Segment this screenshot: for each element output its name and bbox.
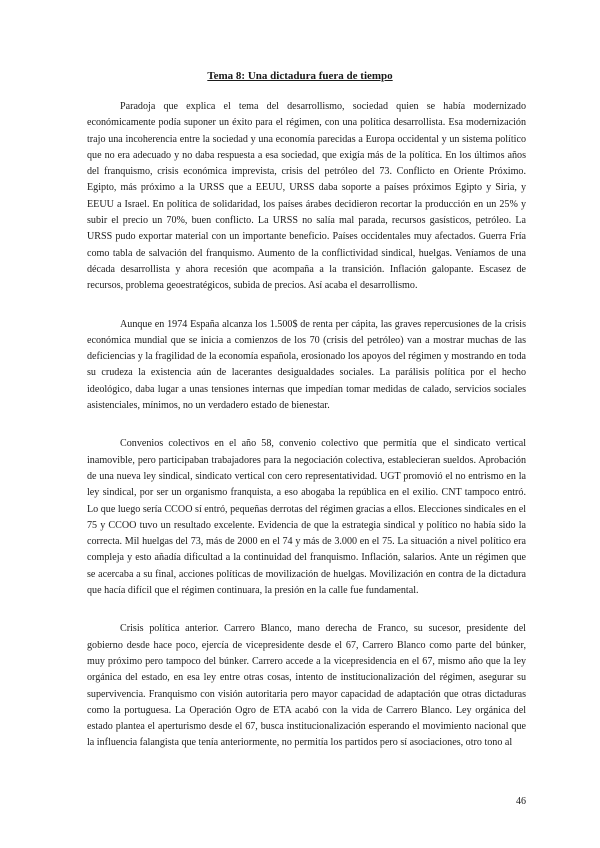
document-title: Tema 8: Una dictadura fuera de tiempo [207, 70, 393, 82]
paragraph-crisis-economica: Aunque en 1974 España alcanza los 1.500$ de renta per cápita, las graves repercusiones de la crisis económica mundial que se inicia a comienzos de los 70 (crisis del petróleo) van a mostrar muchas de las deficiencias y la fragilidad de la economía española, erosionado los apoyos del régimen y mostrando en toda su crudeza la existencia aún de lacerantes desigualdades sociales. La parálisis política por el hecho ideológico, daba lugar a unas tensiones internas que impedían tomar medidas de calado, servicios sociales asistenciales, mínimos, no un verdadero estado de bienestar. [87, 318, 526, 412]
document-body [87, 99, 526, 774]
paragraph-crisis-politica: Crisis política anterior. Carrero Blanco, mano derecha de Franco, su sucesor, presidente del gobierno desde hace poco, ejercía de vicepresidente desde el 67, Carrero Blanco como parte del búnker, muy próximo pero tampoco del búnker. Carrero accede a la vicepresidencia en el 67, mismo año que la ley orgánica del estado, en esa ley entre otras cosas, intento de institucionalización del régimen, asegurar su supervivencia. Franquismo con visión autoritaria pero mayor capacidad de adaptación que otras dictaduras como la portuguesa. La Operación Ogro de ETA acabó con la vida de Carrero Blanco. Ley orgánica del estado plantea el aperturismo desde el 67, busca institucionalización esperando el movimiento nacional que la influencia falangista que tenía anteriormente, no permitía los partidos pero sí asociaciones, otro tono al [87, 623, 526, 749]
paragraph-convenios-colectivos: Convenios colectivos en el año 58, convenio colectivo que permitía que el sindicato vertical inamovible, pero participaban trabajadores para la negociación colectiva, establecieran sueldos. Aprobación de una nueva ley sindical, sindicato vertical con cero representatividad. UGT promovió el no entrismo en la ley sindical, por ser un organismo franquista, a eso abogaba la república en el exilio. CNT tampoco entró. Lo que luego sería CCOO sí entró, pequeñas derrotas del régimen gracias a ellos. Elecciones sindicales en el 75 y CCOO tuvo un resultado excelente. Evidencia de que la estrategia sindical y político no había sido la correcta. Mil huelgas del 73, más de 2000 en el 74 y más de 3.000 en el 75. La situación a nivel político era compleja y esto añadía dificultad a la continuidad del franquismo. Inflación, salarios. Ante un régimen que se acercaba a su final, acciones políticas de movilización de huelgas. Movilización en contra de la dictadura que hacía difícil que el régimen continuara, la presión en la calle fue fundamental. [87, 438, 526, 597]
page-number: 46 [516, 796, 526, 807]
paragraph-desarrollismo: Paradoja que explica el tema del desarrollismo, sociedad quien se había modernizado económicamente podía suponer un éxito para el régimen, con una política desarrollista. Esa modernización trajo una incoherencia entre la sociedad y una economía parecidas a Europa occidental y un sistema político que no era adecuado y no daba respuesta a esa sociedad, que exigía más de la política. En los últimos años del franquismo, crisis económica imprevista, crisis del petróleo del 73. Conflicto en Oriente Próximo. Egipto, más próximo a la URSS que a EEUU, URSS daba soporte a países próximos Egipto y Siria, y EEUU a Israel. En política de solidaridad, los países árabes decidieron recortar la producción en un 25% y subir el precio un 70%, buen conflicto. La URSS no salía mal parada, recursos gasísticos, petróleo. La URSS pudo exportar material con un importante beneficio. Países occidentales muy afectados. Guerra Fría como tabla de salvación del franquismo. Aumento de la conflictividad sindical, huelgas. Veníamos de una década desarrollista y ahora recesión que acompaña a la transición. Inflación galopante. Escasez de recursos, problema geoestratégicos, subida de precios. Así acaba el desarrollismo. [87, 101, 526, 292]
